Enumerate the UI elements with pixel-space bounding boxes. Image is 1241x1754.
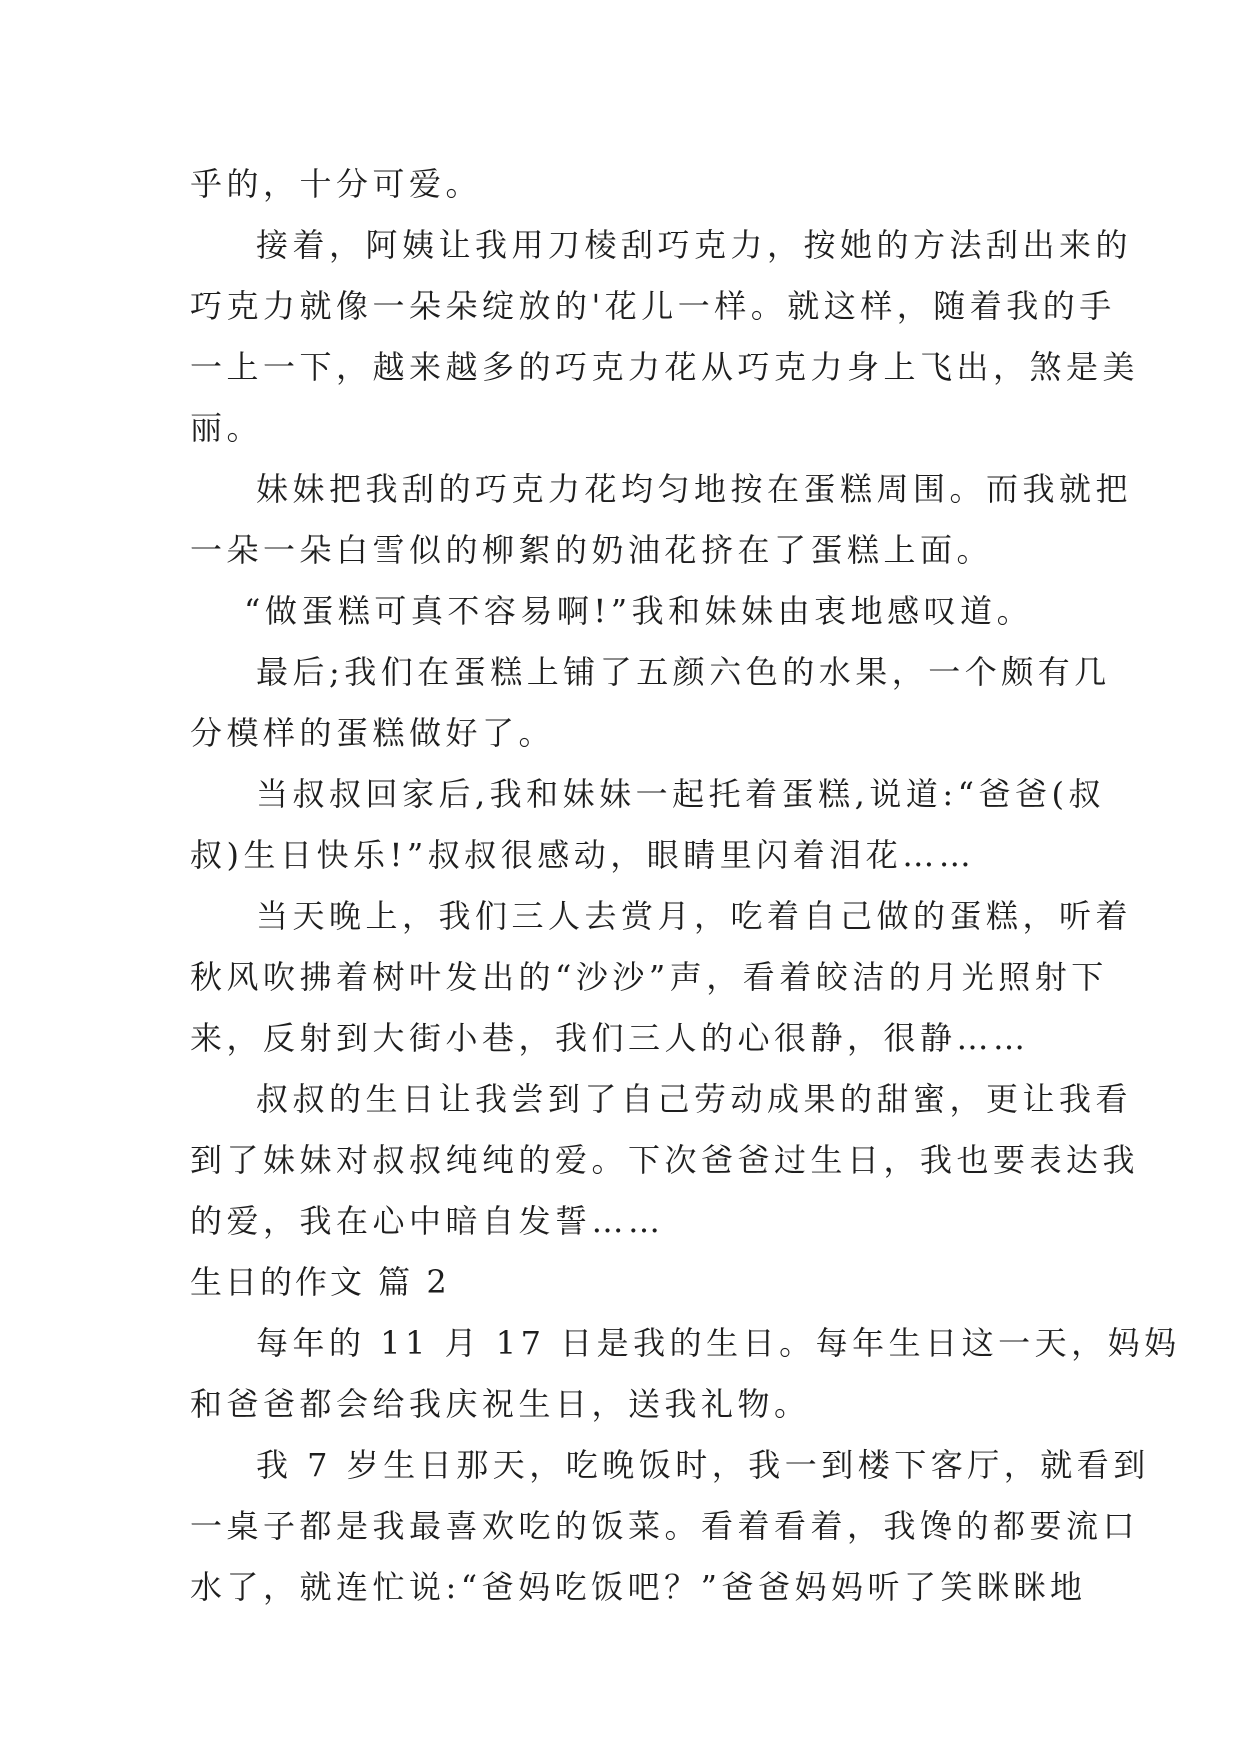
text-line: 秋风吹拂着树叶发出的“沙沙”声，看着皎洁的月光照射下 [190,958,1108,996]
text-line: 分模样的蛋糕做好了。 [190,714,556,752]
text-line: 乎的，十分可爱。 [190,165,483,203]
paragraph-first-line: 每年的 11 月 17 日是我的生日。每年生日这一天，妈妈 [256,1324,1181,1362]
text-line: 到了妹妹对叔叔纯纯的爱。下次爸爸过生日，我也要表达我 [190,1141,1140,1179]
paragraph-first-line: 妹妹把我刮的巧克力花均匀地按在蛋糕周围。而我就把 [256,470,1133,508]
text-line: 巧克力就像一朵朵绽放的'花儿一样。就这样，随着我的手 [190,287,1116,325]
text-line: 一朵一朵白雪似的柳絮的奶油花挤在了蛋糕上面。 [190,531,994,569]
paragraph-first-line: “做蛋糕可真不容易啊!”我和妹妹由衷地感叹道。 [244,592,1034,630]
text-line: 叔)生日快乐!”叔叔很感动，眼睛里闪着泪花…… [190,836,976,874]
paragraph-first-line: 当叔叔回家后,我和妹妹一起托着蛋糕,说道:“爸爸(叔 [256,775,1105,813]
text-line: 来，反射到大街小巷，我们三人的心很静，很静…… [190,1019,1030,1057]
paragraph-first-line: 我 7 岁生日那天，吃晚饭时，我一到楼下客厅，就看到 [256,1446,1150,1484]
paragraph-first-line: 最后;我们在蛋糕上铺了五颜六色的水果，一个颇有几 [256,653,1111,691]
text-line: 一桌子都是我最喜欢吃的饭菜。看着看着，我馋的都要流口 [190,1507,1140,1545]
document-body [190,154,1181,1618]
paragraph-first-line: 当天晚上，我们三人去赏月，吃着自己做的蛋糕，听着 [256,897,1133,935]
paragraph-first-line: 叔叔的生日让我尝到了自己劳动成果的甜蜜，更让我看 [256,1080,1133,1118]
text-line: 水了，就连忙说:“爸妈吃饭吧？”爸爸妈妈听了笑眯眯地 [190,1568,1087,1606]
text-line: 丽。 [190,409,264,447]
text-line: 和爸爸都会给我庆祝生日，送我礼物。 [190,1385,811,1423]
text-line: 一上一下，越来越多的巧克力花从巧克力身上飞出，煞是美 [190,348,1140,386]
text-line: 的爱，我在心中暗自发誓…… [190,1202,665,1240]
section-heading: 生日的作文 篇 2 [190,1263,450,1301]
paragraph-first-line: 接着，阿姨让我用刀棱刮巧克力，按她的方法刮出来的 [256,226,1133,264]
